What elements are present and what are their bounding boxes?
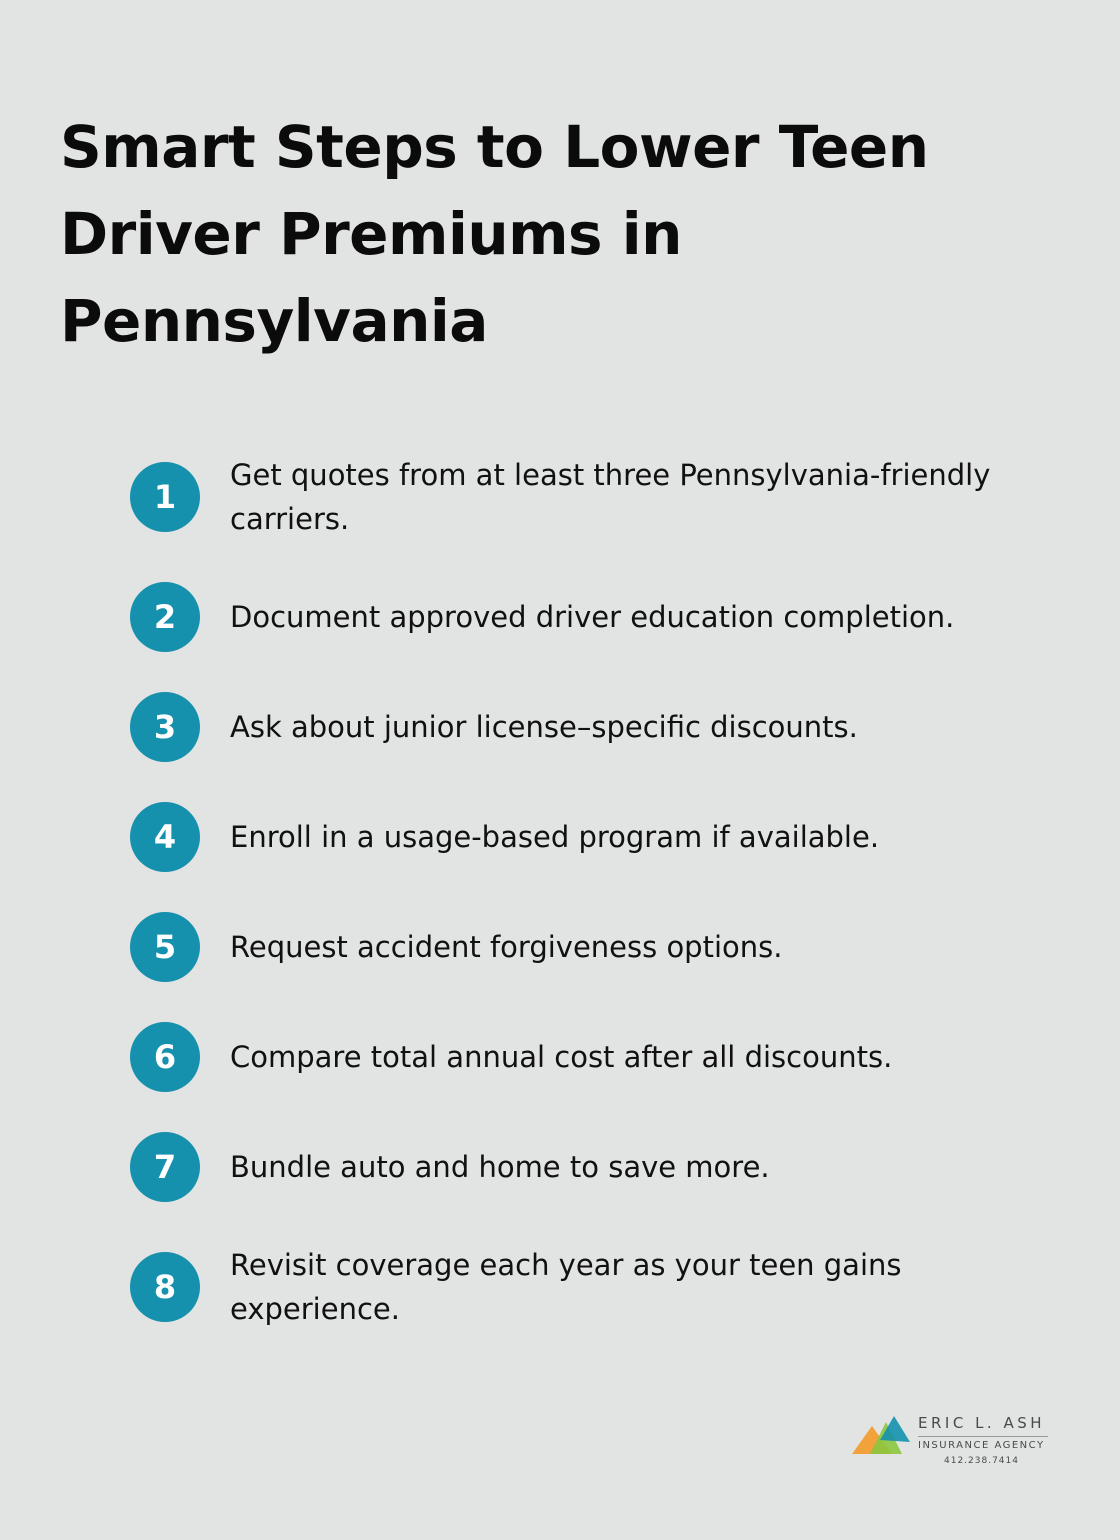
step-number-badge: 6: [130, 1022, 200, 1092]
step-item: [130, 458, 1030, 536]
logo-name: ERIC L. ASH: [918, 1414, 1046, 1432]
step-number-badge: 4: [130, 802, 200, 872]
step-item: [130, 582, 1030, 652]
step-item: [130, 1132, 1030, 1202]
step-text: Document approved driver education completion.: [230, 600, 955, 634]
mountains-logo-icon: [850, 1412, 912, 1456]
step-number-badge: 8: [130, 1252, 200, 1322]
step-number-badge: 5: [130, 912, 200, 982]
company-logo: [850, 1412, 1060, 1472]
step-text: Request accident forgiveness options.: [230, 930, 783, 964]
step-number-badge: 1: [130, 462, 200, 532]
step-item: [130, 802, 1030, 872]
step-item: [130, 692, 1030, 762]
step-text: Revisit coverage each year as your teen gains experience.: [230, 1248, 902, 1326]
step-text: Bundle auto and home to save more.: [230, 1150, 770, 1184]
step-text: Get quotes from at least three Pennsylvania-friendly carriers.: [230, 458, 991, 536]
page-title: Smart Steps to Lower Teen Driver Premiums in Pennsylvania: [60, 113, 929, 355]
step-item: [130, 1248, 1030, 1326]
step-text: Compare total annual cost after all discounts.: [230, 1040, 893, 1074]
step-number-badge: 3: [130, 692, 200, 762]
step-number-badge: 7: [130, 1132, 200, 1202]
step-item: [130, 912, 1030, 982]
logo-subtitle: INSURANCE AGENCY: [918, 1440, 1045, 1451]
logo-divider: [918, 1436, 1048, 1437]
step-number-badge: 2: [130, 582, 200, 652]
step-item: [130, 1022, 1030, 1092]
logo-phone: 412.238.7414: [944, 1456, 1019, 1466]
step-text: Enroll in a usage-based program if available.: [230, 820, 880, 854]
step-text: Ask about junior license–specific discounts.: [230, 710, 858, 744]
